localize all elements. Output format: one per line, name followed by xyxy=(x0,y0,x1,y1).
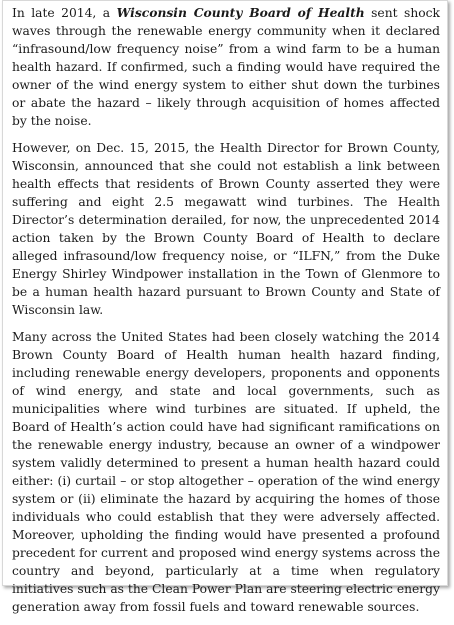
article-body xyxy=(12,4,440,625)
paragraph-1 xyxy=(12,4,440,130)
paragraph-1-rest: sent shock waves through the renewable energy community when it declared “infrasound/low frequency noise” from a wind farm to be a human health hazard. If confirmed, such a finding would have required the owner of the wind energy system to either shut down the turbines or abate the hazard – likely through acquisition of homes affected by the noise. xyxy=(12,6,440,128)
board-of-health-emphasis: Wisconsin County Board of Health xyxy=(116,5,365,20)
paragraph-2: However, on Dec. 15, 2015, the Health Director for Brown County, Wisconsin, announced that she could not establish a link between health effects that residents of Brown County asserted they were suffering and eight 2.5 megawatt wind turbines. The Health Director’s determination derailed, for now, the unprecedented 2014 action taken by the Brown County Board of Health to declare alleged infrasound/low frequency noise, or “ILFN,” from the Duke Energy Shirley Windpower installation in the Town of Glenmore to be a human health hazard pursuant to Brown County and State of Wisconsin law. xyxy=(12,141,440,317)
paragraph-3: Many across the United States had been closely watching the 2014 Brown County Board of Health human health hazard finding, including renewable energy developers, proponents and opponents of wind energy, and state and local governments, such as municipalities where wind turbines are situated. If upheld, the Board of Health’s action could have had significant ramifications on the renewable energy industry, because an owner of a windpower system validly determined to present a human health hazard could either: (i) curtail – or stop altogether – operation of the wind energy system or (ii) eliminate the hazard by acquiring the homes of those individuals who could establish that they were adversely affected. Moreover, upholding the finding would have presented a profound precedent for current and proposed wind energy systems across the country and beyond, particularly at a time when regulatory initiatives such as the Clean Power Plan are steering electric energy generation away from fossil fuels and toward renewable sources. xyxy=(12,330,440,614)
paragraph-1-intro: In late 2014, a xyxy=(12,6,117,20)
document-frame xyxy=(2,0,448,614)
